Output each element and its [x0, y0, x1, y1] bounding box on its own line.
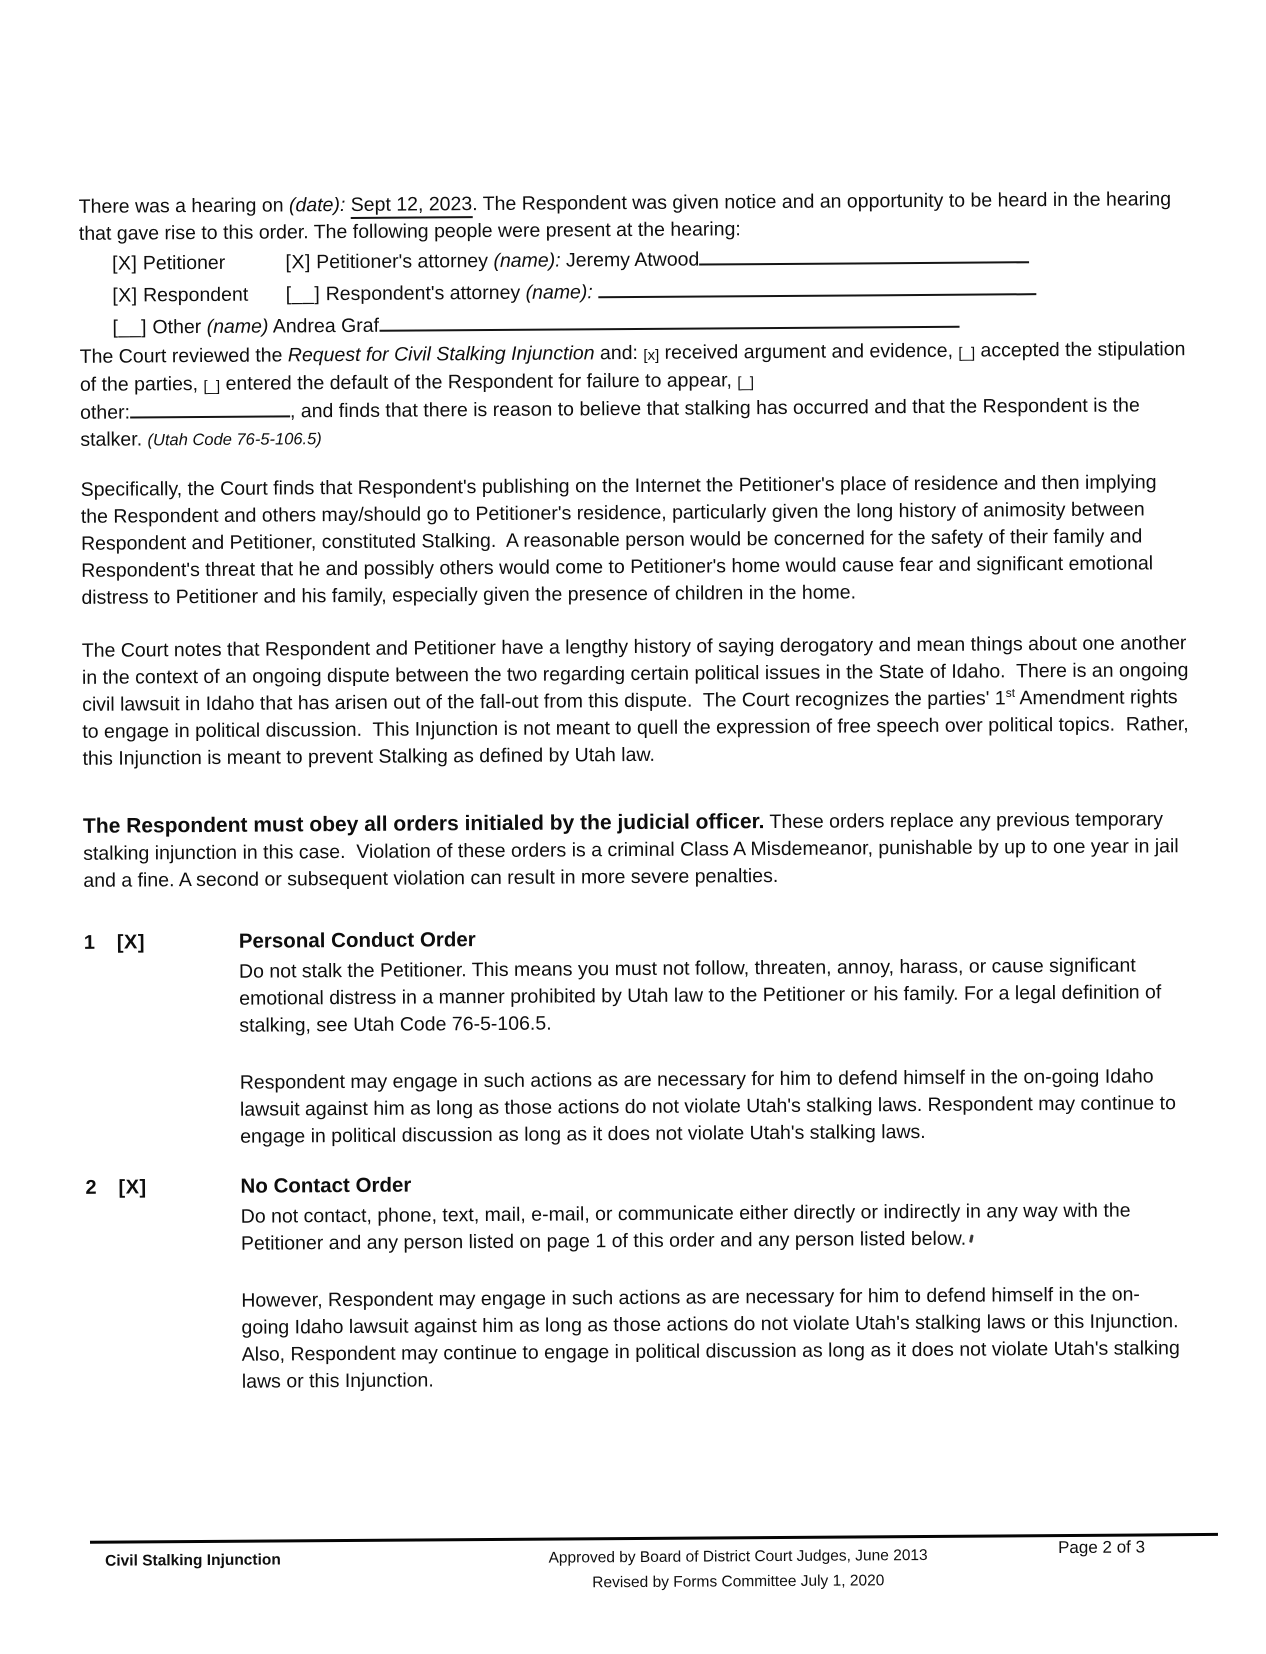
other-name: Andrea Graf — [272, 314, 380, 338]
order-1-title: Personal Conduct Order — [238, 928, 476, 953]
petitioner-cell — [112, 246, 280, 279]
hearing-date-value: Sept 12, 2023 — [351, 193, 473, 219]
footer-approval-block — [438, 1542, 1038, 1596]
received-argument-checkbox: [x] — [643, 346, 660, 364]
text-segment: received argument and evidence, — [659, 339, 959, 364]
order-no-contact — [85, 1166, 1195, 1397]
respondent-checkbox: [X] — [112, 284, 138, 307]
text-segment: Amendment rights to engage in political discussion. This Injunction is not meant to quell the expression of free speech over political topics. Rather, this Injunction is meant to prevent Stalking as defined by Utah law. — [82, 686, 1195, 770]
attendee-checkbox-list — [79, 240, 1188, 344]
text-segment: The Court notes that Respondent and Petitioner have a lengthy history of saying derogatory and mean things about one another in the context of an ongoing dispute between the two regarding certain political issues in the State of Idaho. There is an ongoing civil lawsuit in Idaho that has arisen out of the fall-out from this dispute. The Court recognizes the parties' 1 — [81, 632, 1194, 716]
petitioner-label: Petitioner — [142, 251, 226, 275]
name-tag: (name) — [206, 315, 269, 338]
respondent-attorney-checkbox: [__] — [285, 283, 321, 306]
other-finding-checkbox: [_] — [737, 374, 755, 392]
footer-approval-line-2: Revised by Forms Committee July 1, 2020 — [592, 1572, 885, 1592]
hearing-intro-paragraph — [79, 186, 1187, 248]
text-segment: entered the default of the Respondent for failure to appear, — [220, 369, 738, 395]
obey-orders-paragraph — [83, 805, 1192, 895]
name-tag: (name): — [525, 281, 593, 304]
petitioner-attorney-cell — [285, 246, 1029, 273]
blank-line — [598, 281, 1036, 298]
petitioner-checkbox: [X] — [111, 252, 138, 275]
footer-form-title: Civil Stalking Injunction — [105, 1551, 281, 1570]
order-1-checkbox: [X] — [116, 931, 146, 954]
utah-code-reference: (Utah Code 76-5-106.5) — [147, 430, 322, 450]
footer-approval-line-1: Approved by Board of District Court Judges, June 2013 — [548, 1546, 928, 1567]
accepted-stipulation-checkbox: [_] — [958, 344, 976, 362]
order-personal-conduct — [84, 921, 1194, 1152]
obey-orders-bold-lead: The Respondent must obey all orders initialed by the judicial officer. — [82, 810, 765, 838]
court-reviewed-paragraph — [80, 336, 1189, 455]
order-2-paragraph-2: However, Respondent may engage in such actions as are necessary for him to defend himself in the on-going Idaho lawsuit against him as long as those actions do not violate Utah's stalking laws or this Injunction. Also, Respondent may continue to engage in political discussion as long as it does not violate Utah's stalking laws or this Injunction. — [241, 1283, 1189, 1393]
entered-default-checkbox: [_] — [203, 377, 221, 395]
order-2-checkbox: [X] — [118, 1176, 147, 1199]
text-segment: The Court reviewed the — [79, 344, 288, 368]
footer-rule — [90, 1533, 1218, 1544]
blank-line — [379, 314, 959, 332]
blank-line — [130, 403, 290, 418]
text-segment: , and finds that there is reason to believe that stalking has occurred and that the Respondent is the stalker. — [80, 394, 1146, 451]
order-1-paragraph-2: Respondent may engage in such actions as are necessary for him to defend himself in the on-going Idaho lawsuit against him as long as those actions do not violate Utah's stalking laws. Respondent may continue to engage in political discussion as long as it does not violate Utah's stalking laws. — [239, 1065, 1182, 1148]
footer-page-number: Page 2 of 3 — [1057, 1537, 1146, 1558]
respondent-label: Respondent — [142, 283, 249, 307]
text-segment: and: — [594, 341, 644, 365]
respondent-cell — [112, 278, 280, 311]
petitioner-attorney-label: Petitioner's attorney — [316, 249, 489, 274]
blank-line — [699, 249, 1029, 265]
petitioner-attorney-name: Jeremy Atwood — [565, 248, 700, 272]
name-tag: (name): — [493, 249, 561, 272]
document-body — [77, 0, 1195, 1397]
court-notes-paragraph — [81, 630, 1195, 773]
other-checkbox: [__] — [112, 316, 148, 339]
text-segment: These orders replace any previous temporary stalking injunction in this case. Violation of these orders is a criminal Class A Misdemeanor, punishable by up to one year in jail and a fine. A second or subsequent violation can result in more severe penalties. — [83, 808, 1185, 892]
other-label: Other — [152, 316, 202, 339]
order-2-title: No Contact Order — [240, 1173, 412, 1198]
date-label: (date): — [288, 193, 351, 217]
text-segment: accepted the stipulation of the parties, — [79, 338, 1191, 396]
order-2-number: 2 — [85, 1176, 97, 1199]
order-1-number: 1 — [83, 931, 96, 954]
order-2-paragraph-1: Do not contact, phone, text, mail, e-mail, or communicate either directly or indirectly in any way with the Petitioner and any person listed on page 1 of this order and any person listed below. — [240, 1199, 1137, 1255]
order-1-heading-row — [84, 921, 1192, 957]
request-document-title: Request for Civil Stalking Injunction — [287, 342, 595, 367]
respondent-attorney-cell — [286, 278, 1037, 305]
ordinal-superscript: st — [1005, 685, 1016, 700]
text-segment: There was a hearing on — [78, 194, 290, 218]
text-segment: . The Respondent was given notice and an opportunity to be heard in the hearing that gave rise to this order. The following people were present at the hearing: — [78, 188, 1177, 245]
respondent-attorney-label: Respondent's attorney — [325, 281, 521, 306]
order-1-paragraph-1: Do not stalk the Petitioner. This means you must not follow, threaten, annoy, harass, or cause significant emotional distress in a manner prohibited by Utah law to the Petitioner or his family. For a legal definition of stalking, see Utah Code 76-5-106.5. — [238, 954, 1167, 1037]
order-2-heading-row — [85, 1166, 1193, 1202]
specific-findings-paragraph: Specifically, the Court finds that Respondent's publishing on the Internet the Petitioner's place of residence and then implying the Respondent and others may/should go to Petitioner's residence, particularly given the long history of animosity between Respondent and Petitioner, constituted Stalking. A reasonable person would be concerned for the safety of their family and Respondent's threat that he and possibly others would come to Petitioner's home would cause fear and significant emotional distress to Petitioner and his family, especially given the presence of children in the home. — [80, 471, 1163, 609]
text-segment: other: — [80, 401, 131, 424]
petitioner-attorney-checkbox: [X] — [285, 251, 311, 274]
